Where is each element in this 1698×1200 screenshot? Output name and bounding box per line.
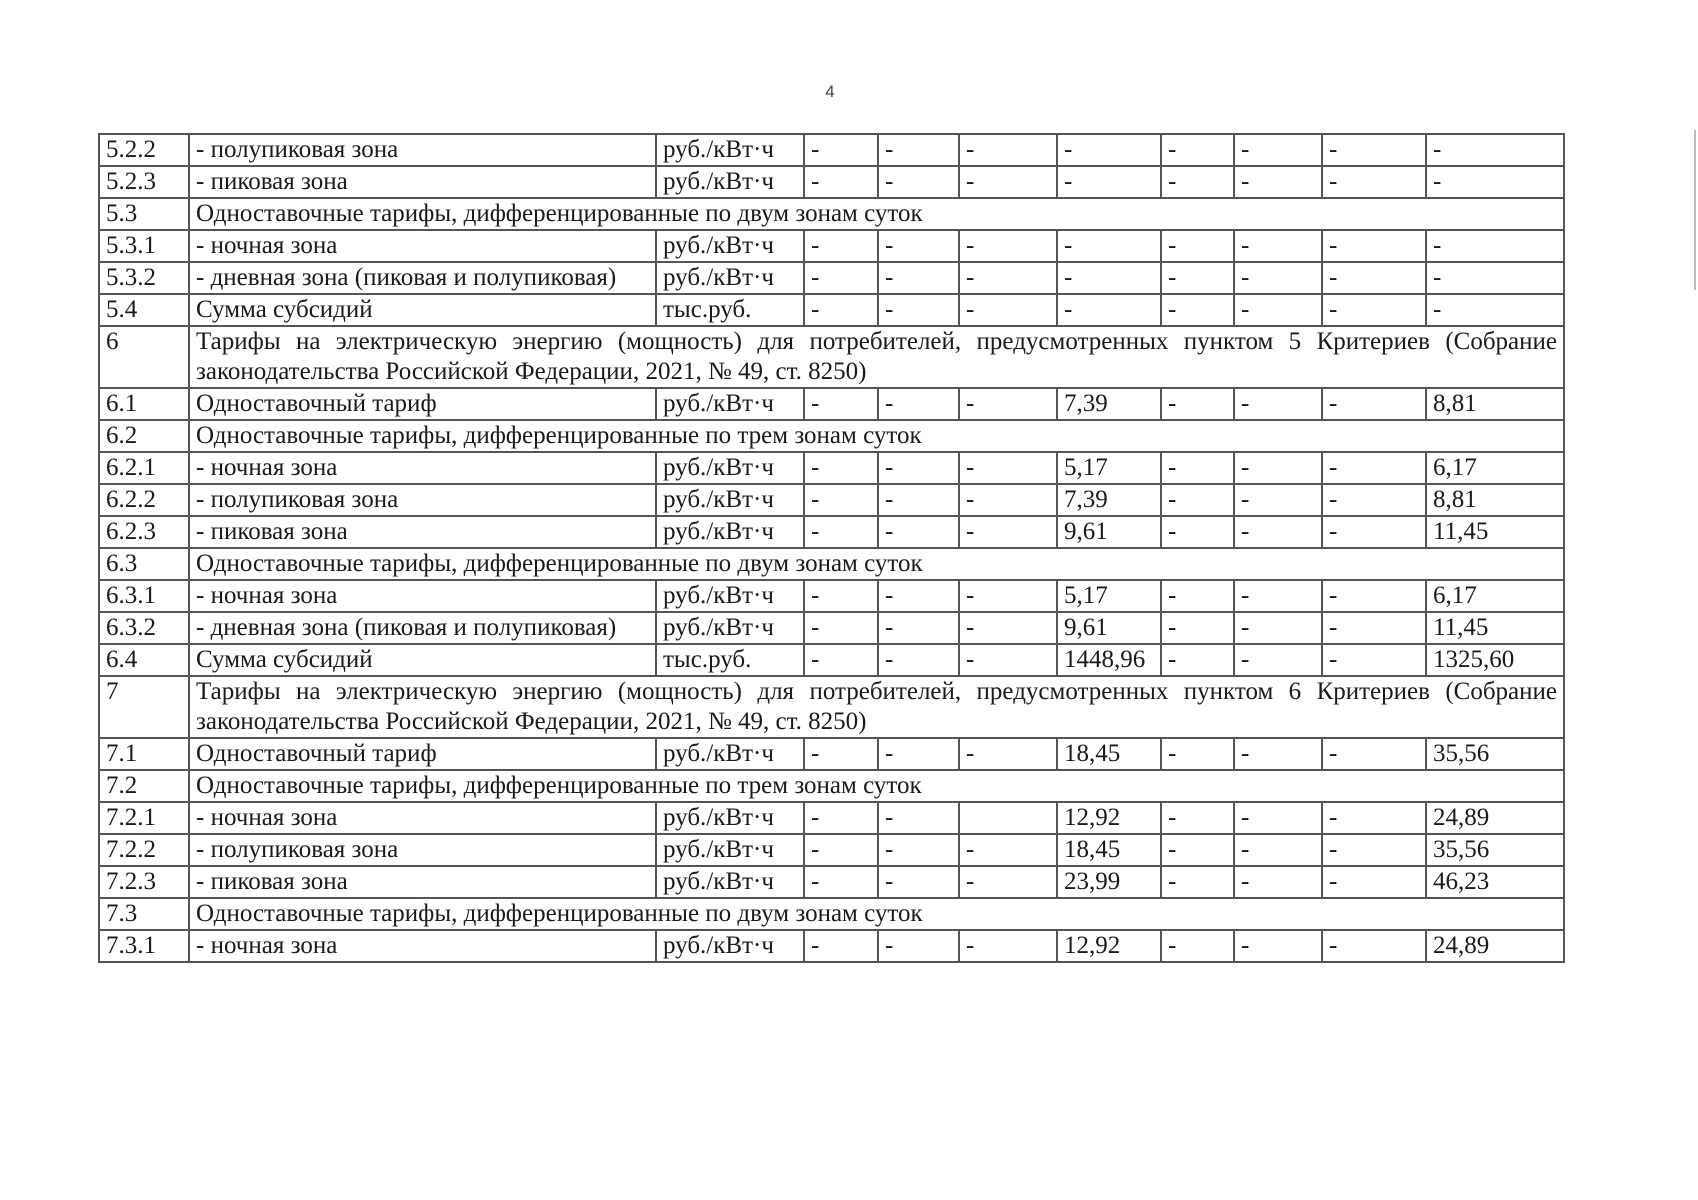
value-cell: - [878, 452, 959, 484]
value-cell: - [878, 834, 959, 866]
value-cell: - [804, 166, 878, 198]
row-number: 7.3.1 [99, 930, 189, 962]
value-cell: - [1234, 580, 1322, 612]
section-row [99, 198, 1564, 230]
value-cell: - [1322, 580, 1426, 612]
section-title: Одноставочные тарифы, дифференцированные по двум зонам суток [189, 198, 1564, 230]
row-number: 6.2.1 [99, 452, 189, 484]
value-cell: - [804, 866, 878, 898]
row-unit: руб./кВт·ч [656, 580, 804, 612]
row-number: 6.2.2 [99, 484, 189, 516]
value-cell: - [1234, 484, 1322, 516]
row-number: 7.3 [99, 898, 189, 930]
value-cell: 12,92 [1057, 802, 1161, 834]
row-number: 5.3.1 [99, 230, 189, 262]
section-row [99, 898, 1564, 930]
value-cell: 5,17 [1057, 452, 1161, 484]
value-cell: - [878, 484, 959, 516]
value-cell: - [1234, 166, 1322, 198]
value-cell: - [1322, 644, 1426, 676]
table-row [99, 834, 1564, 866]
value-cell: - [1322, 452, 1426, 484]
value-cell: - [804, 294, 878, 326]
row-unit: руб./кВт·ч [656, 262, 804, 294]
value-cell: - [1322, 230, 1426, 262]
page-number: 4 [825, 82, 835, 101]
value-cell: - [1322, 484, 1426, 516]
value-cell: 1448,96 [1057, 644, 1161, 676]
value-cell: - [878, 294, 959, 326]
section-row [99, 676, 1564, 738]
value-cell: - [1426, 134, 1564, 166]
value-cell: - [959, 580, 1057, 612]
value-cell: - [1322, 294, 1426, 326]
value-cell: - [878, 388, 959, 420]
value-cell: 11,45 [1426, 516, 1564, 548]
value-cell: 11,45 [1426, 612, 1564, 644]
value-cell: - [1161, 452, 1234, 484]
value-cell: - [1322, 738, 1426, 770]
row-name: - ночная зона [189, 802, 656, 834]
value-cell: - [959, 834, 1057, 866]
value-cell: - [959, 230, 1057, 262]
value-cell: - [878, 134, 959, 166]
value-cell: - [1322, 930, 1426, 962]
value-cell: 18,45 [1057, 834, 1161, 866]
value-cell: - [1234, 294, 1322, 326]
value-cell: - [1161, 166, 1234, 198]
value-cell: - [1161, 802, 1234, 834]
value-cell: - [959, 516, 1057, 548]
value-cell: - [1234, 230, 1322, 262]
row-number: 6.1 [99, 388, 189, 420]
section-row [99, 420, 1564, 452]
value-cell: - [1234, 802, 1322, 834]
section-title: Одноставочные тарифы, дифференцированные по трем зонам суток [189, 770, 1564, 802]
value-cell: - [1426, 262, 1564, 294]
value-cell: - [1057, 230, 1161, 262]
row-name: - дневная зона (пиковая и полупиковая) [189, 612, 656, 644]
value-cell: 18,45 [1057, 738, 1161, 770]
value-cell: - [804, 612, 878, 644]
table-row [99, 452, 1564, 484]
value-cell: - [1161, 230, 1234, 262]
row-unit: руб./кВт·ч [656, 388, 804, 420]
value-cell: - [959, 484, 1057, 516]
value-cell: - [1057, 134, 1161, 166]
row-number: 6.3.2 [99, 612, 189, 644]
row-number: 6.2.3 [99, 516, 189, 548]
value-cell: - [804, 452, 878, 484]
value-cell: - [1426, 166, 1564, 198]
value-cell: 23,99 [1057, 866, 1161, 898]
value-cell: - [1057, 166, 1161, 198]
row-unit: руб./кВт·ч [656, 834, 804, 866]
value-cell: - [1161, 834, 1234, 866]
value-cell: - [1161, 516, 1234, 548]
value-cell: - [1161, 294, 1234, 326]
value-cell: - [1161, 930, 1234, 962]
table-row [99, 644, 1564, 676]
value-cell: - [1234, 644, 1322, 676]
value-cell: - [959, 738, 1057, 770]
table-row [99, 738, 1564, 770]
value-cell: 46,23 [1426, 866, 1564, 898]
value-cell: - [878, 866, 959, 898]
section-title: Одноставочные тарифы, дифференцированные по двум зонам суток [189, 548, 1564, 580]
table-row [99, 484, 1564, 516]
value-cell: - [1234, 866, 1322, 898]
value-cell: 8,81 [1426, 484, 1564, 516]
row-number: 7 [99, 676, 189, 738]
section-title: Одноставочные тарифы, дифференцированные по трем зонам суток [189, 420, 1564, 452]
table-row [99, 166, 1564, 198]
value-cell: 24,89 [1426, 802, 1564, 834]
value-cell: - [1322, 388, 1426, 420]
value-cell: - [959, 930, 1057, 962]
value-cell: - [1161, 866, 1234, 898]
row-number: 5.3 [99, 198, 189, 230]
value-cell: 1325,60 [1426, 644, 1564, 676]
section-row [99, 770, 1564, 802]
value-cell: - [878, 230, 959, 262]
value-cell: - [1161, 644, 1234, 676]
value-cell: - [878, 612, 959, 644]
value-cell: - [1426, 294, 1564, 326]
value-cell: - [804, 930, 878, 962]
row-number: 6.4 [99, 644, 189, 676]
value-cell: - [878, 802, 959, 834]
value-cell: - [1426, 230, 1564, 262]
row-number: 6.2 [99, 420, 189, 452]
row-name: - ночная зона [189, 230, 656, 262]
row-name: - ночная зона [189, 452, 656, 484]
value-cell: - [959, 452, 1057, 484]
row-unit: руб./кВт·ч [656, 866, 804, 898]
section-title: Одноставочные тарифы, дифференцированные по двум зонам суток [189, 898, 1564, 930]
row-number: 7.2 [99, 770, 189, 802]
value-cell: - [878, 516, 959, 548]
value-cell: - [1322, 166, 1426, 198]
value-cell: 9,61 [1057, 612, 1161, 644]
value-cell: - [1161, 262, 1234, 294]
row-number: 7.1 [99, 738, 189, 770]
section-row [99, 548, 1564, 580]
value-cell: - [804, 134, 878, 166]
value-cell: - [878, 166, 959, 198]
row-unit: руб./кВт·ч [656, 134, 804, 166]
value-cell: 5,17 [1057, 580, 1161, 612]
value-cell: - [878, 580, 959, 612]
value-cell: - [1057, 262, 1161, 294]
row-name: - ночная зона [189, 930, 656, 962]
row-number: 6.3.1 [99, 580, 189, 612]
row-number: 6.3 [99, 548, 189, 580]
scan-edge-mark [1694, 130, 1696, 290]
value-cell: - [804, 230, 878, 262]
row-name: - пиковая зона [189, 166, 656, 198]
tariff-table [98, 133, 1565, 963]
table-row [99, 866, 1564, 898]
table-row [99, 612, 1564, 644]
value-cell: - [1322, 516, 1426, 548]
value-cell: 9,61 [1057, 516, 1161, 548]
row-name: - пиковая зона [189, 866, 656, 898]
table-row [99, 230, 1564, 262]
value-cell: - [1234, 452, 1322, 484]
value-cell: - [878, 262, 959, 294]
value-cell: - [1161, 612, 1234, 644]
value-cell: - [804, 644, 878, 676]
value-cell: 12,92 [1057, 930, 1161, 962]
value-cell: - [1161, 484, 1234, 516]
row-unit: руб./кВт·ч [656, 452, 804, 484]
row-name: - пиковая зона [189, 516, 656, 548]
value-cell: - [804, 516, 878, 548]
value-cell: - [959, 388, 1057, 420]
row-number: 7.2.2 [99, 834, 189, 866]
value-cell: 8,81 [1426, 388, 1564, 420]
value-cell: - [959, 294, 1057, 326]
value-cell: 6,17 [1426, 452, 1564, 484]
row-number: 5.2.3 [99, 166, 189, 198]
value-cell: - [1322, 834, 1426, 866]
row-name: - ночная зона [189, 580, 656, 612]
row-name: - дневная зона (пиковая и полупиковая) [189, 262, 656, 294]
value-cell: - [1161, 134, 1234, 166]
value-cell: - [959, 612, 1057, 644]
value-cell: - [804, 388, 878, 420]
row-name: Одноставочный тариф [189, 738, 656, 770]
value-cell: - [1057, 294, 1161, 326]
table-body [99, 134, 1564, 962]
row-unit: руб./кВт·ч [656, 802, 804, 834]
row-unit: руб./кВт·ч [656, 166, 804, 198]
value-cell: - [804, 484, 878, 516]
table-row [99, 802, 1564, 834]
section-title: Тарифы на электрическую энергию (мощность) для потребителей, предусмотренных пунктом 6 Критериев (Собрание законодательства Российской Федерации, 2021, № 49, ст. 8250) [189, 676, 1564, 738]
value-cell: - [1234, 612, 1322, 644]
value-cell: - [1161, 388, 1234, 420]
value-cell: - [1234, 134, 1322, 166]
value-cell: - [1322, 262, 1426, 294]
value-cell: - [804, 262, 878, 294]
value-cell: - [1234, 930, 1322, 962]
value-cell: - [878, 930, 959, 962]
value-cell: - [878, 644, 959, 676]
table-row [99, 134, 1564, 166]
value-cell: 35,56 [1426, 738, 1564, 770]
value-cell: 7,39 [1057, 484, 1161, 516]
value-cell: 6,17 [1426, 580, 1564, 612]
row-name: Сумма субсидий [189, 294, 656, 326]
section-row [99, 326, 1564, 388]
row-name: - полупиковая зона [189, 484, 656, 516]
value-cell [959, 802, 1057, 834]
value-cell: - [959, 262, 1057, 294]
value-cell: 7,39 [1057, 388, 1161, 420]
value-cell: - [804, 738, 878, 770]
value-cell: - [959, 166, 1057, 198]
value-cell: - [959, 134, 1057, 166]
row-unit: руб./кВт·ч [656, 516, 804, 548]
row-unit: тыс.руб. [656, 644, 804, 676]
row-number: 7.2.1 [99, 802, 189, 834]
value-cell: - [1322, 866, 1426, 898]
value-cell: - [1234, 262, 1322, 294]
value-cell: - [959, 644, 1057, 676]
value-cell: - [1234, 738, 1322, 770]
row-unit: руб./кВт·ч [656, 612, 804, 644]
value-cell: 24,89 [1426, 930, 1564, 962]
row-number: 5.3.2 [99, 262, 189, 294]
table-row [99, 262, 1564, 294]
row-number: 5.2.2 [99, 134, 189, 166]
value-cell: - [804, 834, 878, 866]
value-cell: - [804, 580, 878, 612]
row-name: - полупиковая зона [189, 134, 656, 166]
section-title: Тарифы на электрическую энергию (мощность) для потребителей, предусмотренных пунктом 5 Критериев (Собрание законодательства Российской Федерации, 2021, № 49, ст. 8250) [189, 326, 1564, 388]
value-cell: - [804, 802, 878, 834]
row-number: 6 [99, 326, 189, 388]
value-cell: - [1234, 516, 1322, 548]
value-cell: - [959, 866, 1057, 898]
value-cell: - [878, 738, 959, 770]
table-row [99, 388, 1564, 420]
value-cell: - [1234, 388, 1322, 420]
value-cell: - [1322, 134, 1426, 166]
row-name: Одноставочный тариф [189, 388, 656, 420]
row-unit: руб./кВт·ч [656, 484, 804, 516]
value-cell: - [1161, 580, 1234, 612]
row-number: 5.4 [99, 294, 189, 326]
row-unit: руб./кВт·ч [656, 230, 804, 262]
value-cell: - [1161, 738, 1234, 770]
table-row [99, 580, 1564, 612]
row-name: Сумма субсидий [189, 644, 656, 676]
row-unit: руб./кВт·ч [656, 738, 804, 770]
value-cell: - [1322, 802, 1426, 834]
table-row [99, 930, 1564, 962]
row-unit: руб./кВт·ч [656, 930, 804, 962]
row-number: 7.2.3 [99, 866, 189, 898]
row-unit: тыс.руб. [656, 294, 804, 326]
value-cell: - [1322, 612, 1426, 644]
row-name: - полупиковая зона [189, 834, 656, 866]
value-cell: - [1234, 834, 1322, 866]
value-cell: 35,56 [1426, 834, 1564, 866]
table-row [99, 294, 1564, 326]
table-row [99, 516, 1564, 548]
